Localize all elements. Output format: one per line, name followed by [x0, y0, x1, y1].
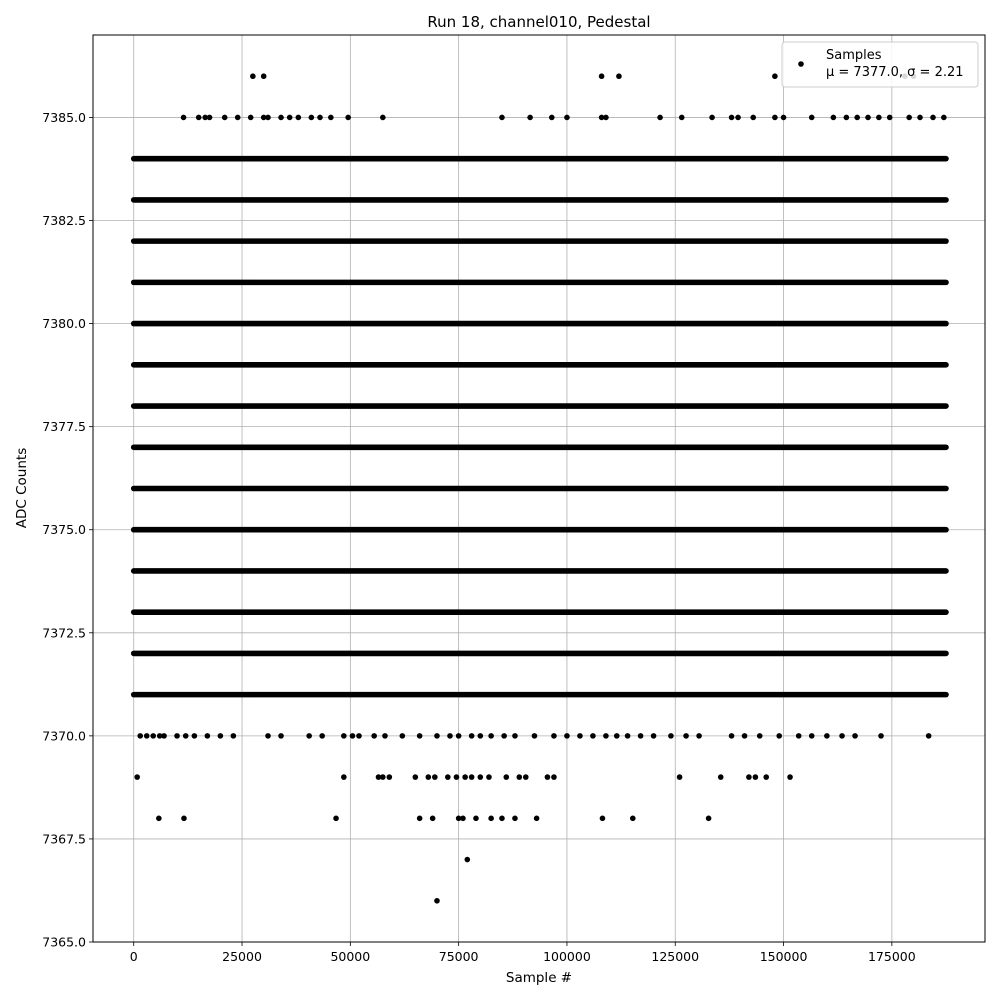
y-tick-label: 7382.5 [42, 213, 86, 229]
x-tick-label: 0 [129, 949, 138, 964]
sample-point [512, 816, 518, 822]
x-axis-label: Sample # [505, 970, 573, 986]
sample-point [447, 733, 453, 739]
sample-point [750, 115, 756, 121]
sample-point [735, 115, 741, 121]
x-tick-label: 50000 [330, 949, 371, 964]
sample-point [250, 73, 256, 79]
sample-point [839, 733, 845, 739]
sample-point [577, 733, 583, 739]
sample-point [523, 774, 529, 780]
sample-point [512, 733, 518, 739]
sample-point [599, 73, 605, 79]
sample-point [350, 733, 356, 739]
sample-point [516, 774, 522, 780]
sample-point [718, 774, 724, 780]
sample-point [625, 733, 631, 739]
sample-point [638, 733, 644, 739]
sample-point [181, 115, 187, 121]
sample-point [181, 816, 187, 822]
sample-point [278, 115, 284, 121]
sample-point [729, 733, 735, 739]
sample-point [603, 733, 609, 739]
sample-point [380, 115, 386, 121]
sample-point [488, 733, 494, 739]
sample-point [456, 733, 462, 739]
sample-point [477, 774, 483, 780]
sample-point [549, 115, 555, 121]
y-tick-label: 7375.0 [42, 522, 86, 538]
sample-point [426, 774, 432, 780]
sample-point [287, 115, 293, 121]
x-tick-label: 75000 [438, 949, 479, 964]
chart-title: Run 18, channel010, Pedestal [427, 13, 651, 31]
sample-point [137, 733, 143, 739]
sample-point [296, 115, 302, 121]
sample-point [600, 816, 606, 822]
sample-point [527, 115, 533, 121]
sample-point [174, 733, 180, 739]
sample-point [150, 733, 156, 739]
sample-point [380, 774, 386, 780]
sample-point [417, 733, 423, 739]
sample-point [309, 115, 315, 121]
sample-point [328, 115, 334, 121]
sample-point [551, 733, 557, 739]
sample-point [679, 115, 685, 121]
sample-point [630, 816, 636, 822]
sample-point [906, 115, 912, 121]
sample-point [248, 115, 254, 121]
sample-point [413, 774, 419, 780]
sample-point [772, 115, 778, 121]
sample-point [590, 733, 596, 739]
sample-point [831, 115, 837, 121]
sample-point [501, 733, 507, 739]
y-tick-label: 7367.5 [42, 831, 86, 847]
sample-point [503, 774, 509, 780]
sample-point [486, 774, 492, 780]
sample-point [709, 115, 715, 121]
sample-point [616, 73, 622, 79]
sample-point [278, 733, 284, 739]
sample-point [417, 816, 423, 822]
sample-point [134, 774, 140, 780]
sample-point [930, 115, 936, 121]
y-tick-label: 7385.0 [42, 109, 86, 125]
sample-point [499, 816, 505, 822]
sample-point [781, 115, 787, 121]
y-tick-label: 7380.0 [42, 316, 86, 332]
sample-point [534, 816, 540, 822]
sample-point [852, 733, 858, 739]
sample-point [532, 733, 538, 739]
sample-point [222, 115, 228, 121]
sample-point [865, 115, 871, 121]
sample-point [465, 857, 471, 863]
sample-point [772, 73, 778, 79]
sample-point [917, 115, 923, 121]
sample-point [787, 774, 793, 780]
sample-point [231, 733, 237, 739]
sample-point [183, 733, 189, 739]
sample-point [809, 115, 815, 121]
sample-point [156, 816, 162, 822]
sample-point [683, 733, 689, 739]
sample-point [729, 115, 735, 121]
sample-point [941, 115, 947, 121]
sample-point [603, 115, 609, 121]
sample-point [430, 816, 436, 822]
sample-point [317, 115, 323, 121]
sample-point [261, 73, 267, 79]
sample-point [382, 733, 388, 739]
sample-point [462, 774, 468, 780]
sample-point [926, 733, 932, 739]
sample-point [341, 774, 347, 780]
sample-point [668, 733, 674, 739]
sample-point [205, 733, 211, 739]
sample-point [887, 115, 893, 121]
y-tick-label: 7365.0 [42, 934, 86, 950]
sample-point [400, 733, 406, 739]
sample-point [824, 733, 830, 739]
sample-point [371, 733, 377, 739]
sample-point [161, 733, 167, 739]
sample-point [545, 774, 551, 780]
sample-point [345, 115, 351, 121]
y-tick-label: 7370.0 [42, 728, 86, 744]
sample-point [757, 733, 763, 739]
sample-point [477, 733, 483, 739]
sample-point [469, 774, 475, 780]
x-tick-label: 150000 [759, 949, 808, 964]
sample-point [809, 733, 815, 739]
sample-point [564, 115, 570, 121]
sample-point [469, 733, 475, 739]
sample-point [657, 115, 663, 121]
sample-point [651, 733, 657, 739]
sample-point [445, 774, 451, 780]
legend-series-stats: μ = 7377.0, σ = 2.21 [826, 65, 964, 80]
sample-point [753, 774, 759, 780]
sample-point [876, 115, 882, 121]
sample-point [488, 816, 494, 822]
sample-point [218, 733, 224, 739]
sample-point [192, 733, 198, 739]
sample-point [796, 733, 802, 739]
sample-point [235, 115, 241, 121]
sample-point [341, 733, 347, 739]
sample-point [854, 115, 860, 121]
sample-point [742, 733, 748, 739]
sample-point [265, 733, 271, 739]
legend [782, 42, 978, 87]
x-tick-label: 100000 [543, 949, 591, 964]
sample-point [473, 816, 479, 822]
y-axis-label: ADC Counts [14, 447, 30, 529]
x-tick-label: 175000 [867, 949, 916, 964]
sample-point [434, 733, 440, 739]
sample-point [432, 774, 438, 780]
sample-point [265, 115, 271, 121]
sample-point [196, 115, 202, 121]
sample-point [706, 816, 712, 822]
sample-point [319, 733, 325, 739]
sample-point [434, 898, 440, 904]
y-tick-label: 7377.5 [42, 419, 86, 435]
sample-point [460, 816, 466, 822]
sample-point [696, 733, 702, 739]
sample-point [776, 733, 782, 739]
sample-point [454, 774, 460, 780]
legend-marker [798, 61, 804, 67]
sample-point [306, 733, 312, 739]
sample-point [356, 733, 362, 739]
sample-point [333, 816, 339, 822]
sample-point [499, 115, 505, 121]
sample-point [677, 774, 683, 780]
sample-point [564, 733, 570, 739]
y-tick-label: 7372.5 [42, 625, 86, 641]
sample-point [763, 774, 769, 780]
sample-point [387, 774, 393, 780]
sample-point [551, 774, 557, 780]
sample-point [614, 733, 620, 739]
x-tick-label: 125000 [651, 949, 700, 964]
sample-point [844, 115, 850, 121]
sample-point [746, 774, 752, 780]
sample-point [144, 733, 150, 739]
sample-point [878, 733, 884, 739]
sample-point [207, 115, 213, 121]
x-tick-label: 25000 [222, 949, 262, 964]
legend-series-name: Samples [826, 48, 882, 63]
